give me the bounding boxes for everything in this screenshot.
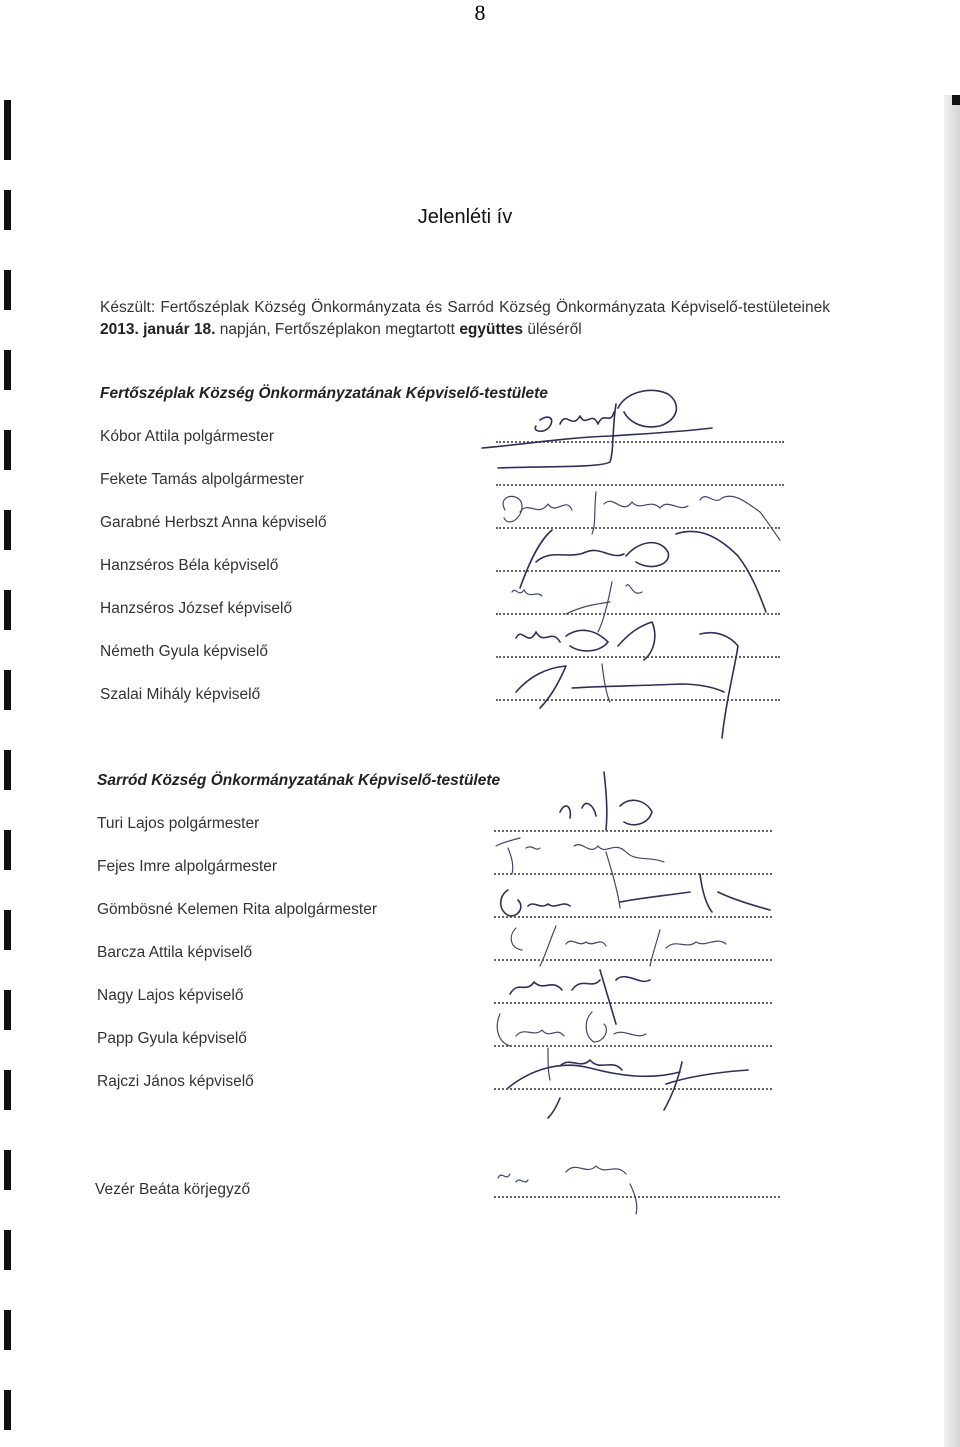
scan-edge-mark <box>4 1390 11 1430</box>
signature-line <box>494 1088 772 1090</box>
page-number: 8 <box>474 0 486 25</box>
scan-shadow-edge <box>944 95 960 1447</box>
signature-line <box>494 1002 772 1004</box>
signature-line <box>496 484 784 486</box>
scan-edge-mark <box>4 270 11 310</box>
meeting-date: 2013. január 18. <box>100 321 216 338</box>
scan-edge-mark <box>4 430 11 470</box>
intro-text-3: üléséről <box>523 321 582 338</box>
section-title-sarrod: Sarród Község Önkormányzatának Képviselő-testülete <box>97 772 501 789</box>
attendee-name: Hanzséros Béla képviselő <box>100 557 279 574</box>
scan-edge-mark <box>4 1070 11 1110</box>
intro-text-1: Készült: Fertőszéplak Község Önkormányzata és Sarród Község Önkormányzata Képviselő-testületeinek <box>100 299 830 316</box>
signature-line <box>496 527 780 529</box>
scan-edge-mark <box>4 830 11 870</box>
attendee-name: Garabné Herbszt Anna képviselő <box>100 514 327 531</box>
signature-line <box>494 1045 772 1047</box>
attendee-name: Rajczi János képviselő <box>97 1073 254 1090</box>
attendee-name: Gömbösné Kelemen Rita alpolgármester <box>97 901 377 918</box>
attendee-name: Hanzséros József képviselő <box>100 600 293 617</box>
signature-line <box>494 873 772 875</box>
attendee-name: Turi Lajos polgármester <box>97 815 260 832</box>
scan-edge-mark <box>4 590 11 630</box>
scan-edge-mark <box>4 670 11 710</box>
signature-line <box>494 959 772 961</box>
scan-edge-mark <box>4 510 11 550</box>
scan-edge-mark <box>4 750 11 790</box>
document-title: Jelenléti ív <box>417 206 513 228</box>
joint-label: együttes <box>459 321 524 338</box>
scan-binding-edge <box>0 100 14 1447</box>
attendee-name: Kóbor Attila polgármester <box>100 428 275 445</box>
signature-line <box>496 570 780 572</box>
scan-edge-mark <box>4 100 11 160</box>
attendee-name: Papp Gyula képviselő <box>97 1030 247 1047</box>
scan-edge-mark <box>4 1310 11 1350</box>
intro-paragraph <box>100 297 830 341</box>
scan-edge-mark <box>4 990 11 1030</box>
signature-line <box>496 699 780 701</box>
scan-edge-mark <box>4 1230 11 1270</box>
notary-name: Vezér Beáta körjegyző <box>95 1181 251 1198</box>
attendee-name: Szalai Mihály képviselő <box>100 686 261 703</box>
signature-line <box>494 830 772 832</box>
signature-line <box>496 656 780 658</box>
scan-edge-mark <box>4 910 11 950</box>
attendee-name: Barcza Attila képviselő <box>97 944 253 961</box>
signature-line <box>494 1196 780 1198</box>
signature-line <box>494 916 772 918</box>
scan-edge-mark <box>4 1150 11 1190</box>
attendee-name: Fejes Imre alpolgármester <box>97 858 278 875</box>
signature-line <box>496 613 780 615</box>
signature-line <box>496 441 784 443</box>
scan-edge-mark <box>4 350 11 390</box>
intro-text-2: napján, Fertőszéplakon megtartott <box>215 321 460 338</box>
attendee-name: Nagy Lajos képviselő <box>97 987 244 1004</box>
attendee-name: Németh Gyula képviselő <box>100 643 268 660</box>
attendee-name: Fekete Tamás alpolgármester <box>100 471 304 488</box>
section-title-fertoszeplak: Fertőszéplak Község Önkormányzatának Képviselő-testülete <box>100 385 548 402</box>
